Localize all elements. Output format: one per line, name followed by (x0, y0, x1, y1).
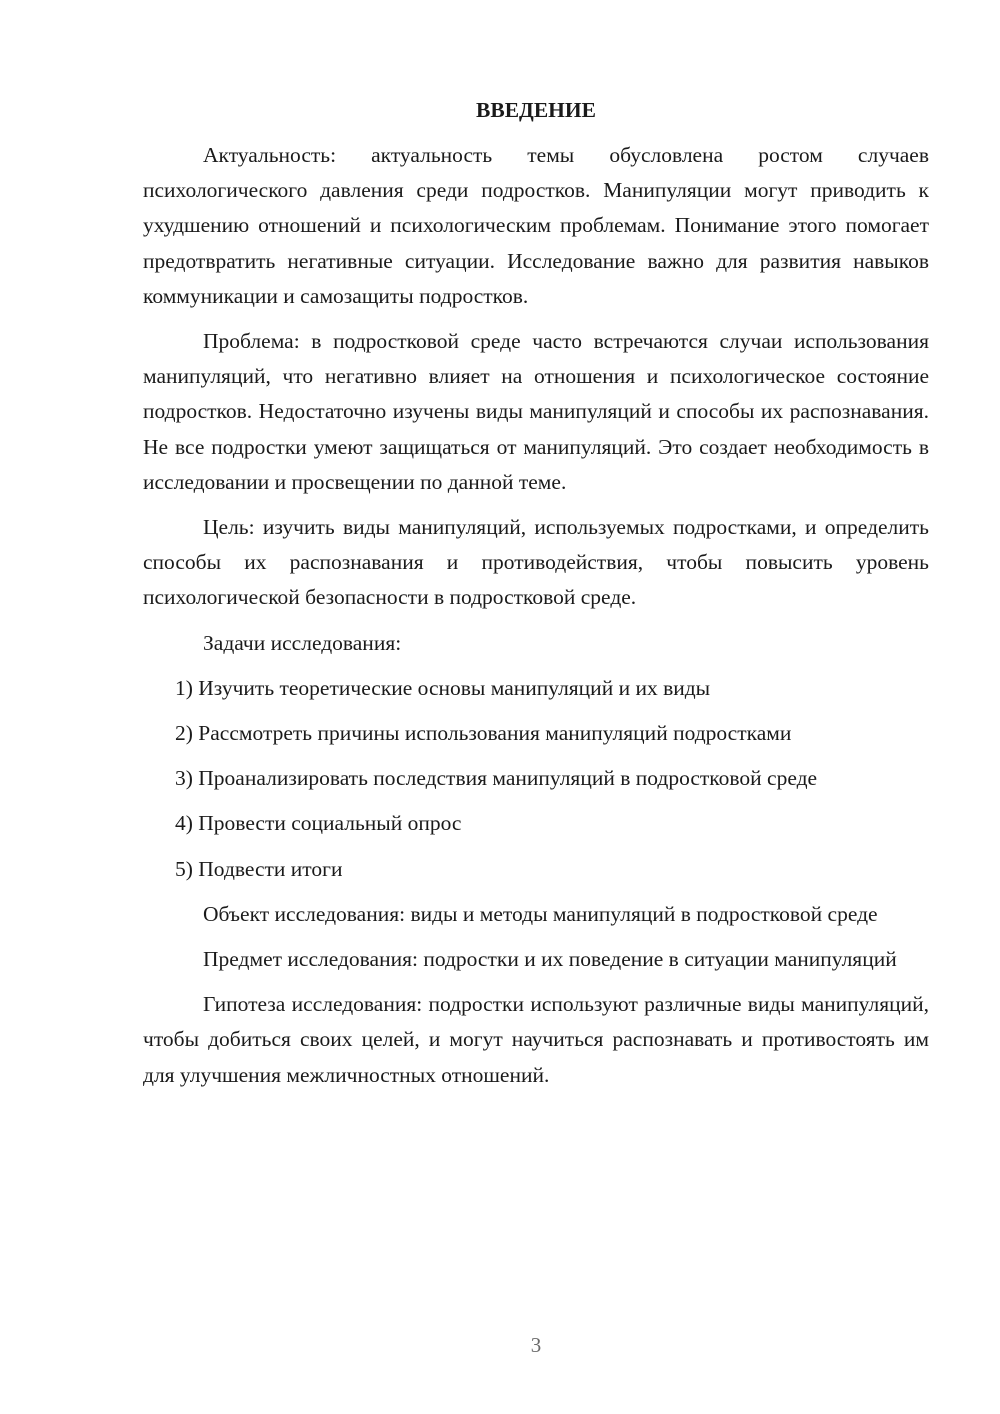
task-item: 4) Провести социальный опрос (175, 811, 462, 836)
task-item: 1) Изучить теоретические основы манипуляций и их виды (175, 675, 711, 700)
task-item: 2) Рассмотреть причины использования манипуляций подростками (175, 721, 792, 746)
task-item: 5) Подвести итоги (175, 856, 343, 881)
page-content (143, 93, 929, 1103)
subject-paragraph: Предмет исследования: подростки и их поведение в ситуации манипуляций (203, 947, 897, 972)
relevance-paragraph: Актуальность: актуальность темы обусловлена ростом случаев психологического давления среди подростков. Манипуляции могут приводить к ухудшению отношений и психологическим проблемам. Понимание этого помогает предотвратить негативные ситуации. Исследование важно для развития навыков коммуникации и самозащиты подростков. (143, 143, 929, 308)
goal-paragraph: Цель: изучить виды манипуляций, используемых подростками, и определить способы их распознавания и противодействия, чтобы повысить уровень психологической безопасности в подростковой среде. (143, 515, 929, 610)
section-title: ВВЕДЕНИЕ (476, 98, 596, 122)
task-item: 3) Проанализировать последствия манипуляций в подростковой среде (175, 766, 818, 791)
object-paragraph: Объект исследования: виды и методы манипуляций в подростковой среде (203, 901, 878, 926)
problem-paragraph: Проблема: в подростковой среде часто встречаются случаи использования манипуляций, что негативно влияет на отношения и психологическое состояние подростков. Недостаточно изучены виды манипуляций и способы их распознавания. Не все подростки умеют защищаться от манипуляций. Это создает необходимость в исследовании и просвещении по данной теме. (143, 329, 929, 494)
task-list (143, 671, 929, 887)
page-number: 3 (530, 1333, 542, 1357)
hypothesis-paragraph: Гипотеза исследования: подростки используют различные виды манипуляций, чтобы добиться своих целей, и могут научиться распознавать и противостоять им для улучшения межличностных отношений. (143, 992, 929, 1087)
tasks-heading: Задачи исследования: (203, 630, 402, 655)
